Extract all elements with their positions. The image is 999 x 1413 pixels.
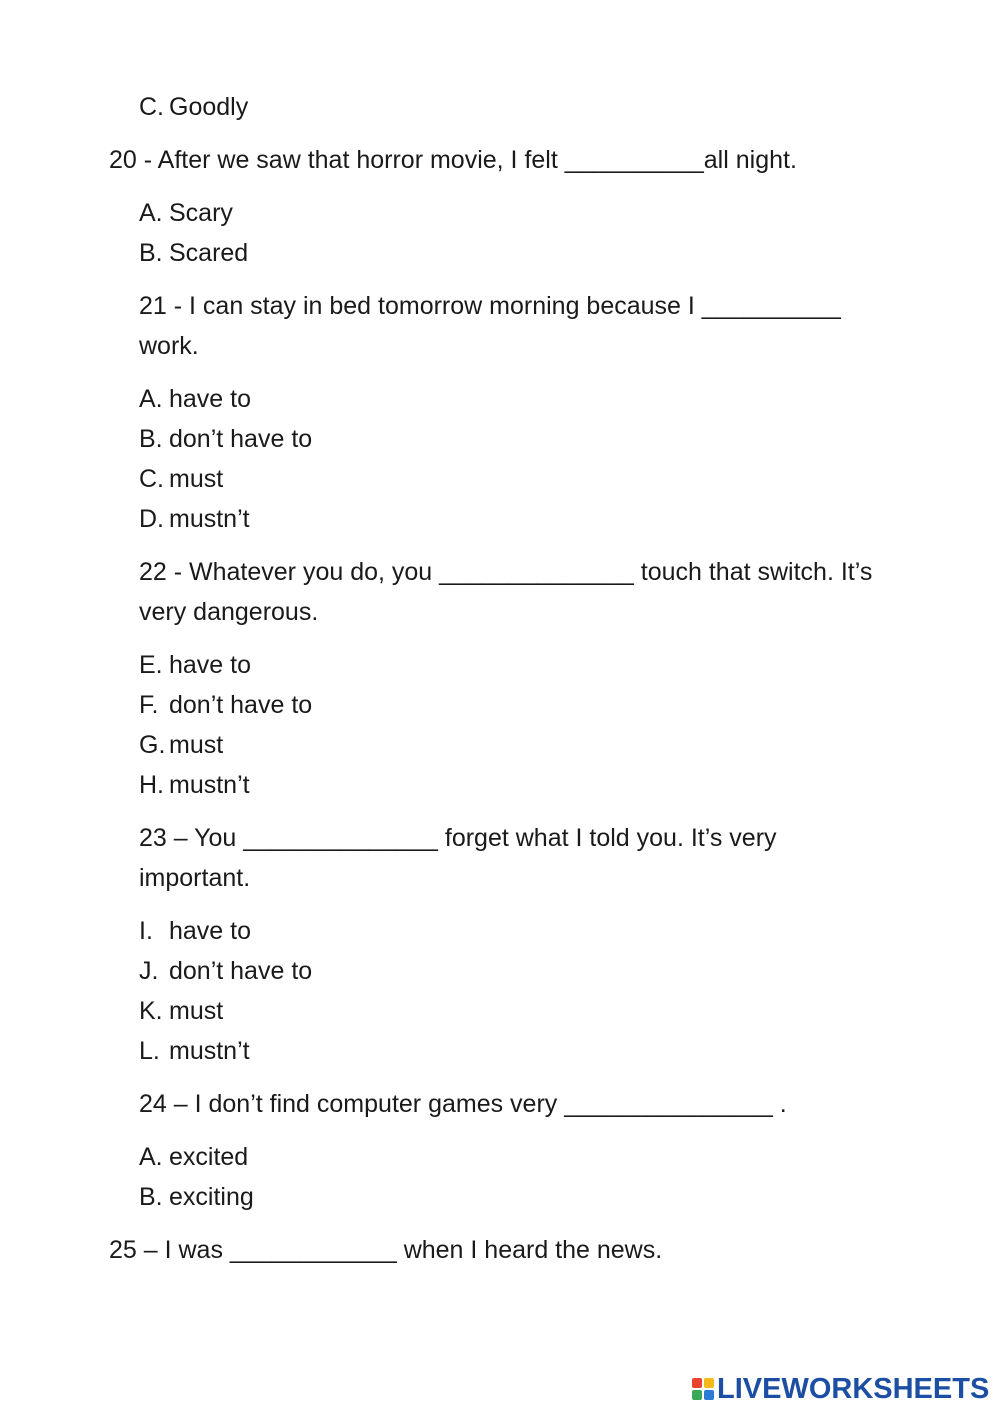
option-letter: C. (139, 465, 164, 493)
option-text: don’t have to (169, 957, 313, 985)
option-letter: L. (139, 1037, 160, 1065)
option-21-c (139, 464, 223, 494)
option-23-k (139, 996, 223, 1026)
option-21-a (139, 384, 251, 414)
option-letter: B. (139, 1183, 163, 1211)
option-letter: C. (139, 93, 164, 121)
option-text: mustn’t (169, 505, 250, 533)
option-23-l (139, 1036, 250, 1066)
option-letter: D. (139, 505, 164, 533)
option-letter: F. (139, 691, 159, 719)
option-letter: H. (139, 771, 164, 799)
option-22-g (139, 730, 223, 760)
option-text: don’t have to (169, 425, 313, 453)
option-text: don’t have to (169, 691, 313, 719)
option-letter: J. (139, 957, 159, 985)
option-text: excited (169, 1143, 249, 1171)
option-20-a (139, 198, 233, 228)
liveworksheets-logo (692, 1374, 989, 1404)
liveworksheets-logo-icon (692, 1378, 714, 1400)
question-23-line-1: 23 – You ______________ forget what I told you. It’s very (139, 824, 777, 852)
question-22-line-1: 22 - Whatever you do, you ______________ touch that switch. It’s (139, 558, 873, 586)
option-text: mustn’t (169, 771, 250, 799)
option-19-c (139, 92, 248, 122)
option-text: Scary (169, 199, 233, 227)
option-letter: B. (139, 239, 163, 267)
option-text: exciting (169, 1183, 254, 1211)
option-letter: A. (139, 385, 163, 413)
option-text: have to (169, 385, 252, 413)
option-text: Scared (169, 239, 249, 267)
question-22-line-2: very dangerous. (139, 598, 319, 626)
question-20: 20 - After we saw that horror movie, I felt __________all night. (109, 146, 797, 174)
option-letter: K. (139, 997, 163, 1025)
option-text: mustn’t (169, 1037, 250, 1065)
option-23-j (139, 956, 312, 986)
option-text: have to (169, 651, 252, 679)
option-letter: I. (139, 917, 153, 945)
option-21-b (139, 424, 312, 454)
option-text: must (169, 731, 224, 759)
option-22-e (139, 650, 251, 680)
option-24-b (139, 1182, 254, 1212)
option-text: Goodly (169, 93, 249, 121)
option-letter: G. (139, 731, 166, 759)
option-letter: A. (139, 199, 163, 227)
logo-square-icon (704, 1378, 714, 1388)
question-21-line-2: work. (139, 332, 199, 360)
question-21-line-1: 21 - I can stay in bed tomorrow morning because I __________ (139, 292, 841, 320)
logo-square-icon (692, 1390, 702, 1400)
logo-text: LIVEWORKSHEETS (717, 1372, 990, 1405)
option-23-i (139, 916, 251, 946)
question-25: 25 – I was ____________ when I heard the news. (109, 1236, 663, 1264)
question-24: 24 – I don’t find computer games very _______________ . (139, 1090, 787, 1118)
option-24-a (139, 1142, 248, 1172)
option-22-f (139, 690, 312, 720)
question-23-line-2: important. (139, 864, 251, 892)
option-letter: B. (139, 425, 163, 453)
logo-square-icon (692, 1378, 702, 1388)
option-text: must (169, 465, 224, 493)
option-letter: A. (139, 1143, 163, 1171)
option-letter: E. (139, 651, 163, 679)
option-text: have to (169, 917, 252, 945)
option-20-b (139, 238, 248, 268)
option-21-d (139, 504, 250, 534)
option-22-h (139, 770, 250, 800)
logo-square-icon (704, 1390, 714, 1400)
option-text: must (169, 997, 224, 1025)
